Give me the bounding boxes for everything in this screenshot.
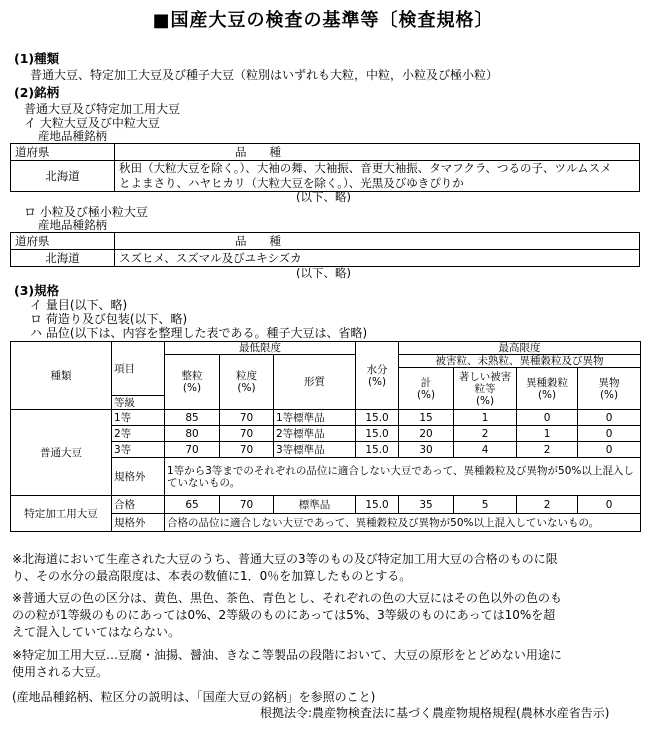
ishu-cell: 2 — [517, 496, 578, 514]
header-grade: 等級 — [112, 396, 165, 410]
header-ibutsu: 異物 (%) — [578, 368, 641, 410]
note-2-line-1: ※普通大豆の色の区分は、黄色、黒色、茶色、青色とし、それぞれの色の大豆にはその色以外の色のも — [12, 591, 563, 605]
kind-futsu: 普通大豆 — [11, 410, 112, 496]
seiryu-cell: 85 — [165, 410, 220, 426]
keishitsu-cell: 1等標準品 — [274, 410, 356, 426]
section-3-item-ro: ロ 荷造り及び包装(以下、略) — [30, 312, 188, 326]
header-suibun: 水分 (%) — [356, 342, 399, 410]
kei-cell: 30 — [399, 442, 454, 458]
section-1-heading: (1)種類 — [14, 51, 60, 66]
section-3-heading: (3)規格 — [14, 283, 60, 298]
omit-note-b: (以下、略) — [296, 266, 351, 280]
note-2-line-3: えて混入していてはならない。 — [12, 625, 181, 639]
ibutsu-cell: 0 — [578, 496, 641, 514]
section-2-heading: (2)銘柄 — [14, 85, 60, 100]
page-title: ■国産大豆の検査の基準等〔検査規格〕 — [152, 10, 494, 31]
header-seiryu: 整粒 (%) — [165, 355, 220, 410]
section-3-item-i: イ 量目(以下、略) — [30, 298, 128, 312]
brand-table-a-pref: 北海道 — [11, 161, 115, 192]
ichi-cell: 1 — [454, 410, 517, 426]
header-ryudo: 粒度 (%) — [220, 355, 274, 410]
suibun-cell: 15.0 — [356, 410, 399, 426]
note-3-line-2: 使用される大豆。 — [12, 665, 109, 679]
note-3-line-1: ※特定加工用大豆…豆腐・油揚、醤油、きなこ等製品の段階において、大豆の原形をとどめない用途に — [12, 648, 562, 662]
seiryu-cell: 80 — [165, 426, 220, 442]
header-keishitsu: 形質 — [274, 355, 356, 410]
section-2-line1: 普通大豆及び特定加工用大豆 — [24, 102, 181, 116]
header-ichijirushii: 著しい被害粒等 (%) — [454, 368, 517, 410]
section-2-sub-b: ロ 小粒及び極小粒大豆 — [24, 205, 148, 219]
grade-table — [10, 341, 641, 532]
grade-cell: 3等 — [112, 442, 165, 458]
tokutei-kikakugai-text: 合格の品位に適合しない大豆であって、異種穀粒及び異物が50%以上混入していないもの。 — [165, 514, 641, 532]
kind-tokutei: 特定加工用大豆 — [11, 496, 112, 532]
brand-table-a-col-pref: 道府県 — [11, 144, 115, 161]
brand-table-b-col-variety: 品 種 — [115, 233, 640, 250]
suibun-cell: 15.0 — [356, 496, 399, 514]
ibutsu-cell: 0 — [578, 426, 641, 442]
ishu-cell: 0 — [517, 410, 578, 426]
ryudo-cell: 70 — [220, 426, 274, 442]
brand-table-b — [10, 232, 640, 267]
suibun-cell: 15.0 — [356, 426, 399, 442]
header-kei: 計 (%) — [399, 368, 454, 410]
note-1-line-1: ※北海道において生産された大豆のうち、普通大豆の3等のもの及び特定加工用大豆の合格のものに限 — [12, 552, 558, 566]
header-ishu: 異種穀粒 (%) — [517, 368, 578, 410]
header-kind: 種類 — [11, 342, 112, 410]
seiryu-cell: 70 — [165, 442, 220, 458]
header-max: 最高限度 — [399, 342, 641, 355]
ryudo-cell: 70 — [220, 442, 274, 458]
grade-cell: 合格 — [112, 496, 165, 514]
ibutsu-cell: 0 — [578, 442, 641, 458]
kei-cell: 15 — [399, 410, 454, 426]
section-3-item-ha: ハ 品位(以下は、内容を整理した表である。種子大豆は、省略) — [30, 326, 368, 340]
ichi-cell: 5 — [454, 496, 517, 514]
brand-table-b-pref: 北海道 — [11, 250, 115, 267]
ryudo-cell: 70 — [220, 496, 274, 514]
brand-table-b-col-pref: 道府県 — [11, 233, 115, 250]
header-item: 項目 — [112, 342, 165, 396]
kei-cell: 20 — [399, 426, 454, 442]
kikakugai-label: 規格外 — [112, 458, 165, 496]
kikakugai-text: 1等から3等までのそれぞれの品位に適合しない大豆であって、異種穀粒及び異物が50%以上混入していないもの。 — [165, 458, 641, 496]
keishitsu-cell: 3等標準品 — [274, 442, 356, 458]
brand-label-b: 産地品種銘柄 — [38, 218, 107, 232]
brand-table-a-col-variety: 品 種 — [115, 144, 640, 161]
header-min: 最低限度 — [165, 342, 356, 355]
ryudo-cell: 70 — [220, 410, 274, 426]
seiryu-cell: 65 — [165, 496, 220, 514]
grade-cell: 2等 — [112, 426, 165, 442]
table-row — [11, 496, 641, 514]
keishitsu-cell: 2等標準品 — [274, 426, 356, 442]
ichi-cell: 4 — [454, 442, 517, 458]
ishu-cell: 1 — [517, 426, 578, 442]
brand-table-a — [10, 143, 640, 192]
grade-cell: 1等 — [112, 410, 165, 426]
ishu-cell: 2 — [517, 442, 578, 458]
ibutsu-cell: 0 — [578, 410, 641, 426]
ichi-cell: 2 — [454, 426, 517, 442]
note-1-line-2: り、その水分の最高限度は、本表の数値に1．0％を加算したものとする。 — [12, 569, 412, 583]
note-reference: (産地品種銘柄、粒区分の説明は、「国産大豆の銘柄」を参照のこと) — [12, 690, 376, 704]
kei-cell: 35 — [399, 496, 454, 514]
omit-note-a: (以下、略) — [296, 190, 351, 204]
brand-table-b-varieties: スズヒメ、スズマル及びユキシズカ — [115, 250, 640, 267]
brand-table-a-varieties-2: とよまさり、ハヤヒカリ（大粒大豆を除く。）、光黒及びゆきぴりか — [119, 176, 464, 190]
note-2-line-2: のの粒が1等級のものにあっては0%、2等級のものにあっては5%、3等級のものにあっては10%を超 — [12, 608, 556, 622]
brand-label-a: 産地品種銘柄 — [38, 129, 107, 143]
suibun-cell: 15.0 — [356, 442, 399, 458]
brand-table-a-varieties-1: 秋田（大粒大豆を除く。）、大袖の舞、大袖振、音更大袖振、タマフクラ、つるの子、ツルムスメ — [119, 161, 612, 175]
keishitsu-cell: 標準品 — [274, 496, 356, 514]
section-1-text: 普通大豆、特定加工大豆及び種子大豆（粒別はいずれも大粒，中粒，小粒及び極小粒） — [30, 68, 499, 82]
tokutei-kikakugai-label: 規格外 — [112, 514, 165, 532]
header-higai-group: 被害粒、未熟粒、異種穀粒及び異物 — [399, 355, 641, 368]
table-row — [11, 410, 641, 426]
legal-basis: 根拠法令:農産物検査法に基づく農産物規格規程(農林水産省告示) — [260, 706, 610, 720]
section-2-sub-a: イ 大粒大豆及び中粒大豆 — [24, 116, 160, 130]
